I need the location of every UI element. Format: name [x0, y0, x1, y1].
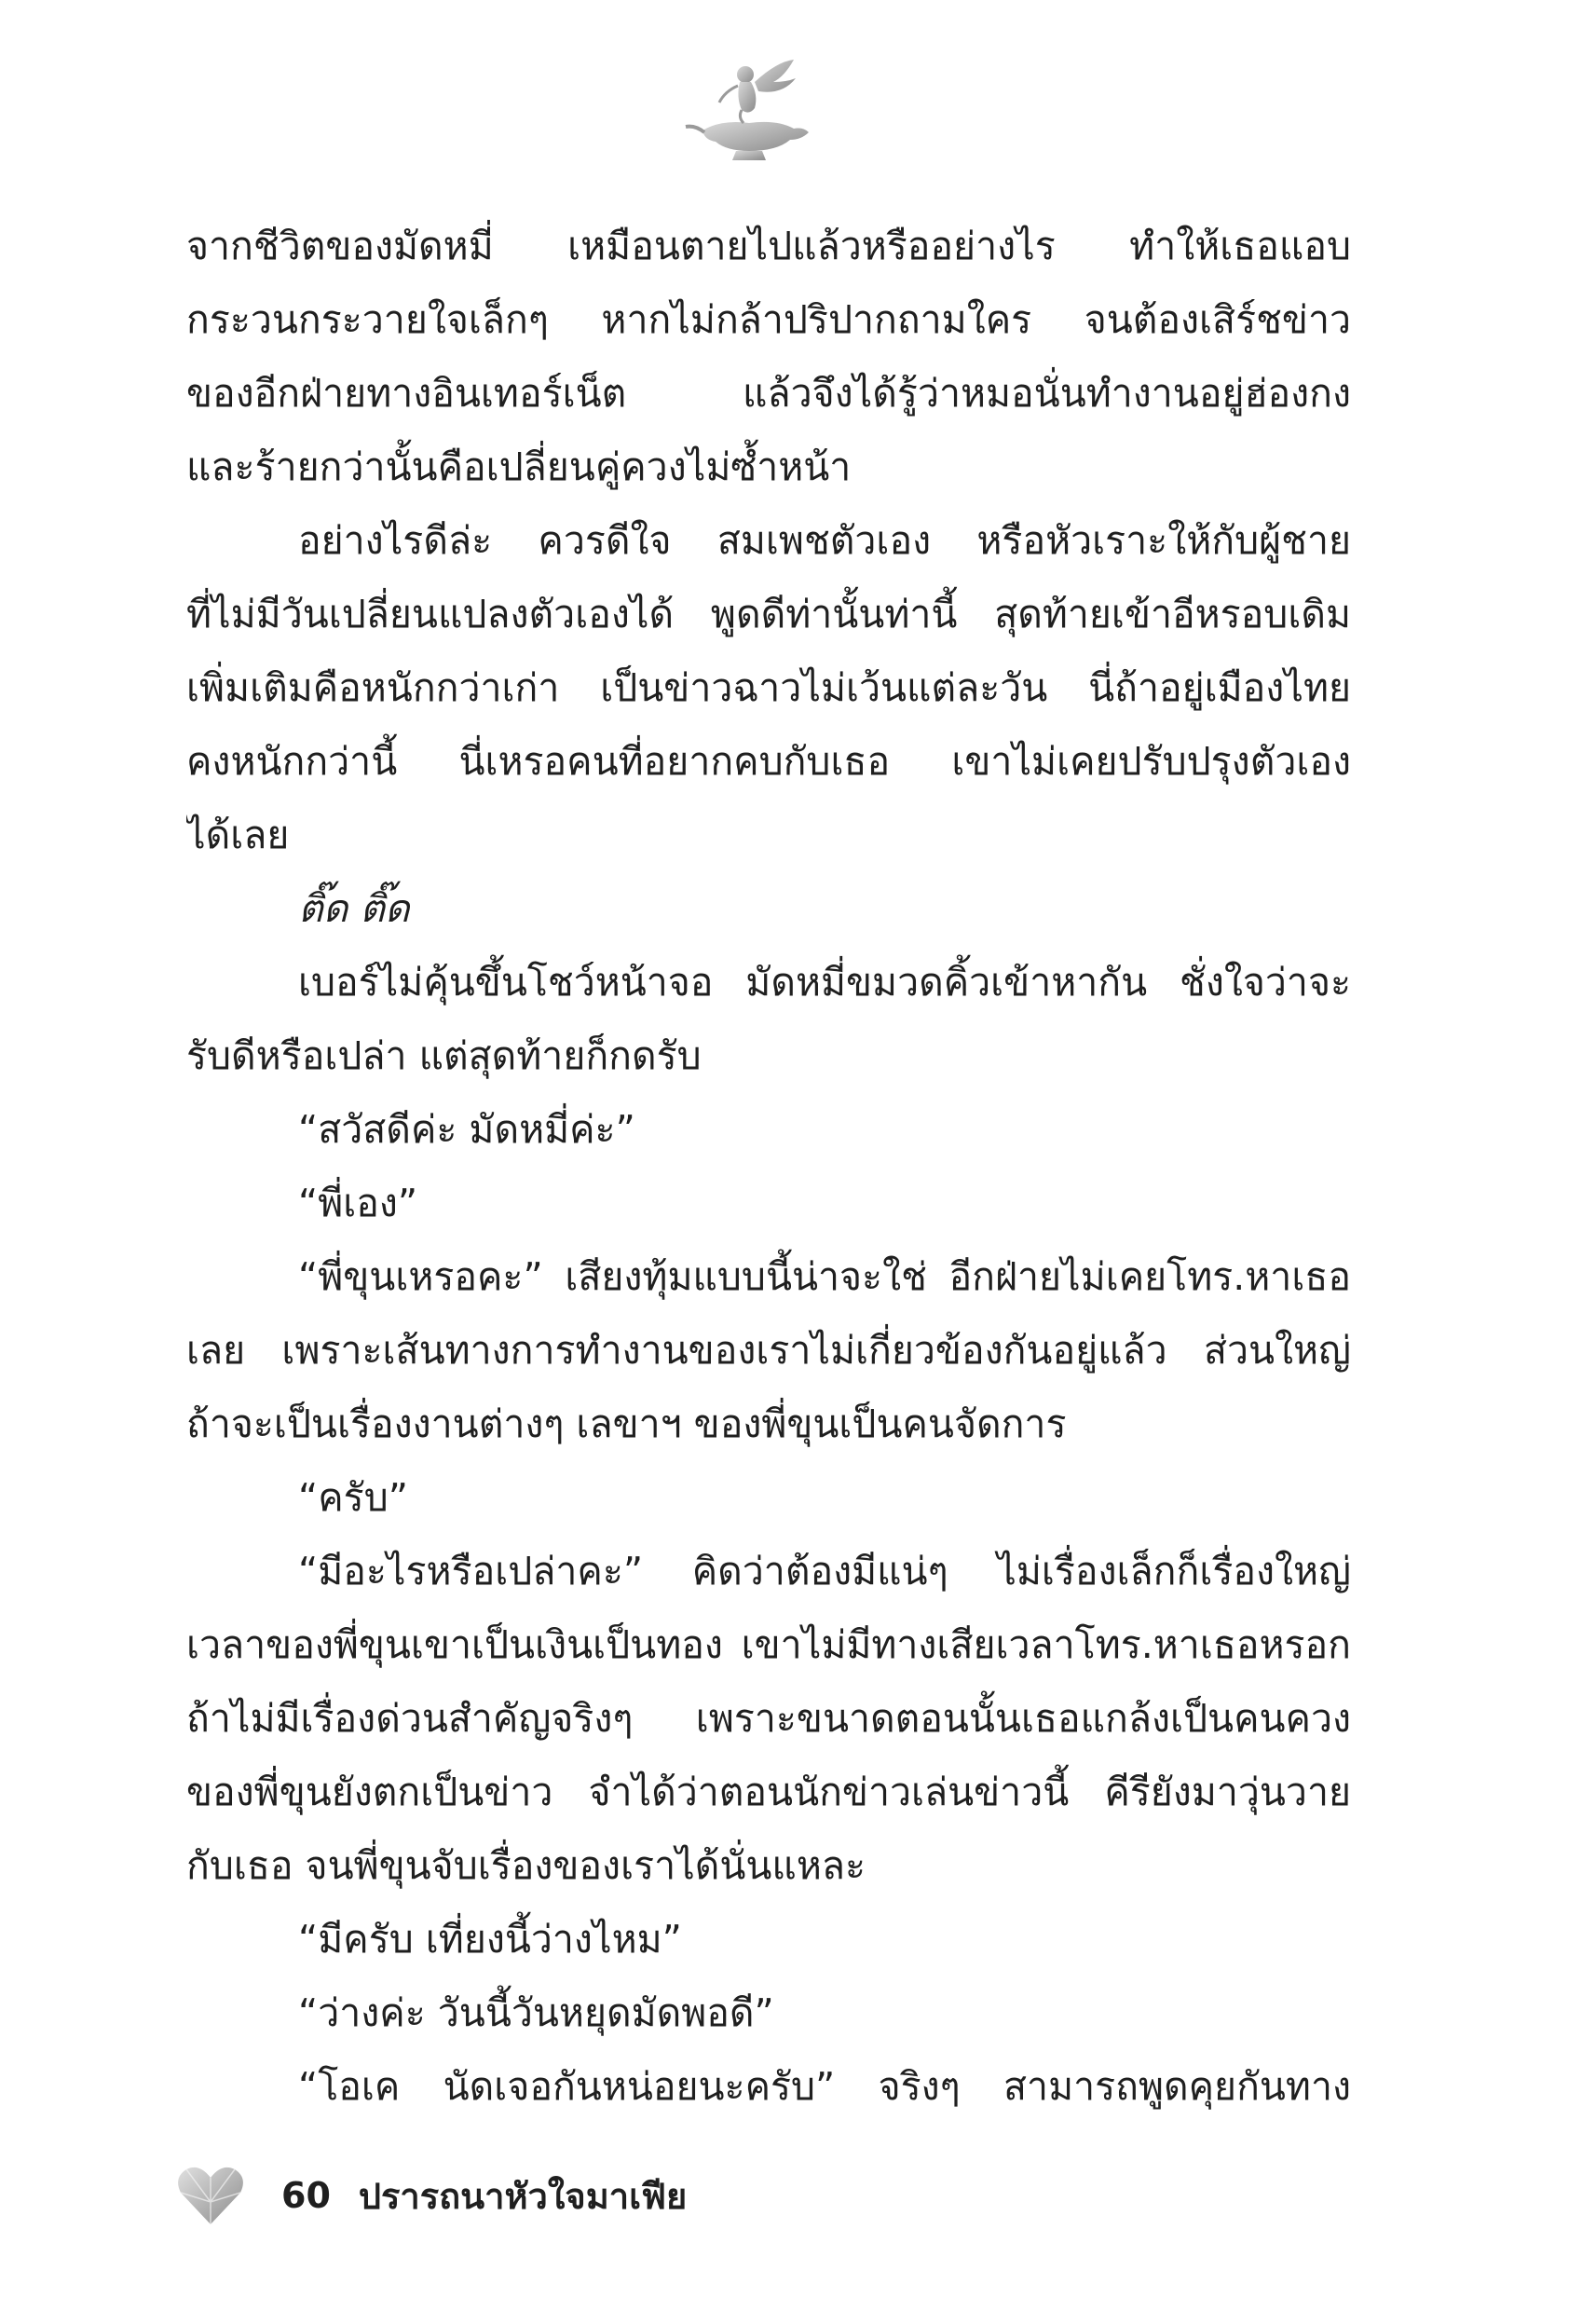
text-line: “พี่เอง”	[298, 1181, 418, 1225]
text-line: กระวนกระวายใจเล็กๆ หากไม่กล้าปริปากถามใคร จนต้องเสิร์ชข่าว	[186, 297, 1351, 342]
text-line: อย่างไรดีล่ะ ควรดีใจ สมเพชตัวเอง หรือหัวเราะให้กับผู้ชาย	[298, 518, 1351, 563]
text-line: ของอีกฝ่ายทางอินเทอร์เน็ต แล้วจึงได้รู้ว่าหมอนั่นทำงานอยู่ฮ่องกง	[186, 371, 1351, 416]
text-line: “มีครับ เที่ยงนี้ว่างไหม”	[298, 1917, 682, 1962]
heart-icon	[177, 2165, 244, 2226]
text-line: ได้เลย	[186, 813, 290, 857]
text-line: “ว่างค่ะ วันนี้วันหยุดมัดพอดี”	[298, 1990, 774, 2035]
text-line: คงหนักกว่านี้ นี่เหรอคนที่อยากคบกับเธอ เขาไม่เคยปรับปรุงตัวเอง	[186, 739, 1351, 784]
text-line: “สวัสดีค่ะ มัดหมี่ค่ะ”	[298, 1107, 635, 1152]
text-line: กับเธอ จนพี่ขุนจับเรื่องของเราได้นั่นแหละ	[186, 1843, 866, 1888]
text-line: เวลาของพี่ขุนเขาเป็นเงินเป็นทอง เขาไม่มีทางเสียเวลาโทร.หาเธอหรอก	[186, 1622, 1351, 1667]
cupid-lamp-ornament-icon	[684, 54, 824, 166]
page-number: 60	[281, 2175, 331, 2216]
book-title: ปรารถนาหัวใจมาเฟีย	[358, 2175, 688, 2217]
text-line: ถ้าไม่มีเรื่องด่วนสำคัญจริงๆ เพราะขนาดตอนนั้นเธอแกล้งเป็นคนควง	[186, 1696, 1351, 1741]
text-line: “โอเค นัดเจอกันหน่อยนะครับ” จริงๆ สามารถพูดคุยกันทาง	[298, 2064, 1351, 2109]
text-line: “ครับ”	[298, 1475, 408, 1520]
body-text	[186, 210, 1351, 2124]
text-line: เบอร์ไม่คุ้นขึ้นโชว์หน้าจอ มัดหมี่ขมวดคิ้วเข้าหากัน ชั่งใจว่าจะ	[298, 960, 1351, 1005]
text-line: ถ้าจะเป็นเรื่องงานต่างๆ เลขาฯ ของพี่ขุนเป็นคนจัดการ	[186, 1402, 1067, 1446]
text-line: “พี่ขุนเหรอคะ” เสียงทุ้มแบบนี้น่าจะใช่ อีกฝ่ายไม่เคยโทร.หาเธอ	[298, 1254, 1351, 1299]
text-line: ที่ไม่มีวันเปลี่ยนแปลงตัวเองได้ พูดดีท่านั้นท่านี้ สุดท้ายเข้าอีหรอบเดิม	[186, 592, 1351, 636]
text-line: และร้ายกว่านั้นคือเปลี่ยนคู่ควงไม่ซ้ำหน้า	[186, 444, 852, 489]
text-line: ของพี่ขุนยังตกเป็นข่าว จำได้ว่าตอนนักข่าวเล่นข่าวนี้ คีรียังมาวุ่นวาย	[186, 1770, 1351, 1814]
text-line: ติ๊ด ติ๊ด	[298, 886, 410, 931]
text-line: เลย เพราะเส้นทางการทำงานของเราไม่เกี่ยวข้องกันอยู่แล้ว ส่วนใหญ่	[186, 1328, 1351, 1373]
text-line: เพิ่มเติมคือหนักกว่าเก่า เป็นข่าวฉาวไม่เว้นแต่ละวัน นี่ถ้าอยู่เมืองไทย	[186, 665, 1351, 710]
page-footer	[177, 2158, 687, 2233]
text-line: รับดีหรือเปล่า แต่สุดท้ายก็กดรับ	[186, 1033, 702, 1078]
text-line: “มีอะไรหรือเปล่าคะ” คิดว่าต้องมีแน่ๆ ไม่เรื่องเล็กก็เรื่องใหญ่	[298, 1549, 1351, 1593]
text-line: จากชีวิตของมัดหมี่ เหมือนตายไปแล้วหรืออย่างไร ทำให้เธอแอบ	[186, 224, 1351, 268]
